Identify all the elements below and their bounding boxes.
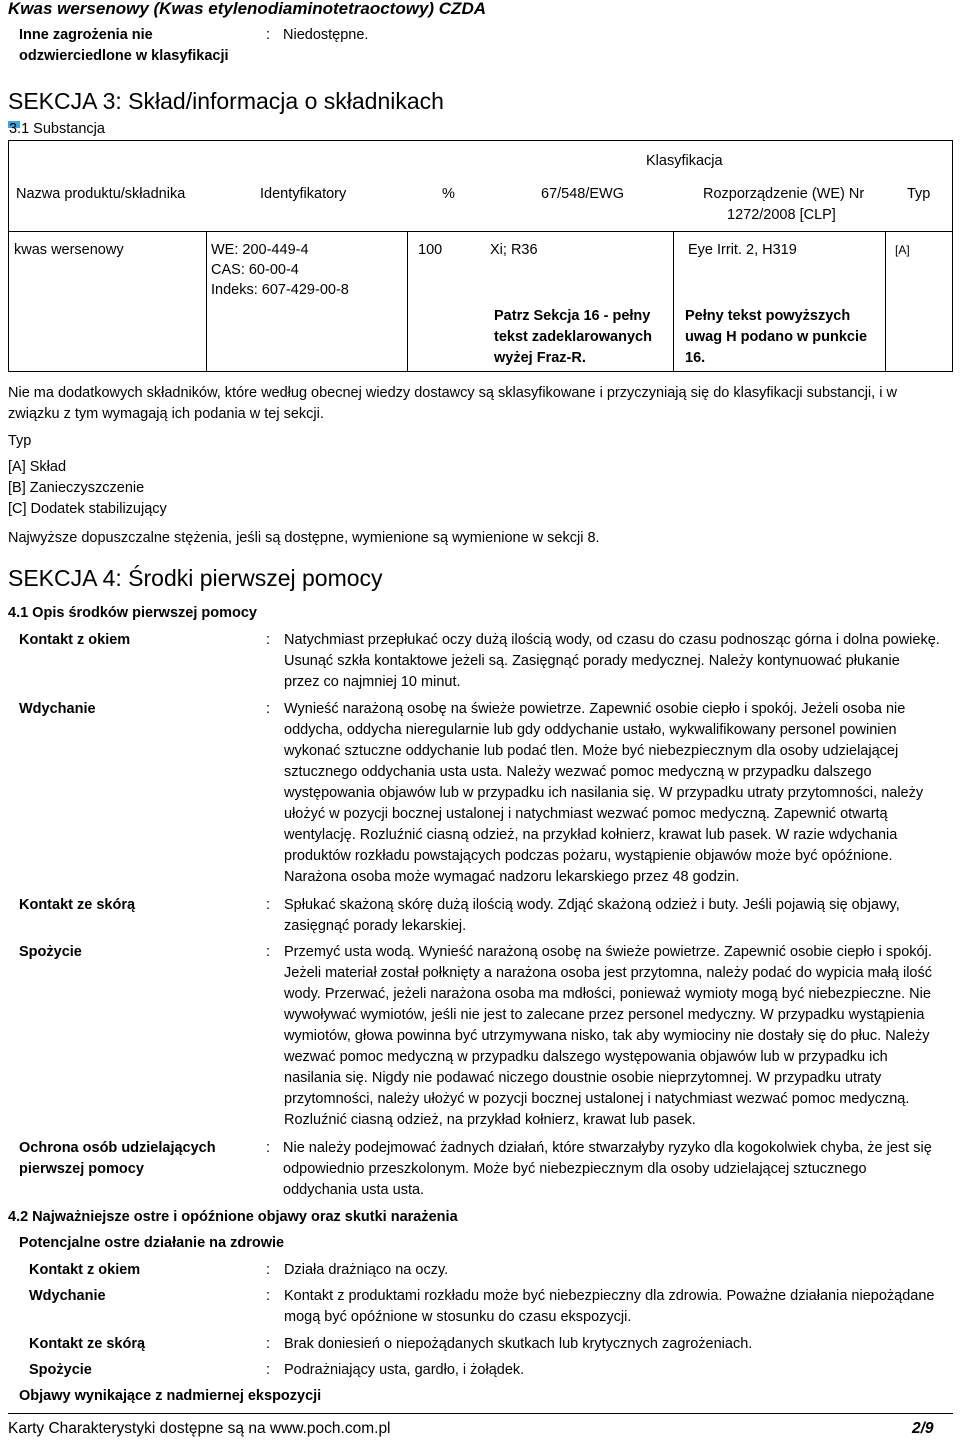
acute-inhalation-text-line: mogą być opóźnione w stosunku do czasu ekspozycji.	[284, 1309, 632, 1325]
note-ewg-line1: Patrz Sekcja 16 - pełny	[494, 308, 651, 324]
section4-subheading-41: 4.1 Opis środków pierwszej pomocy	[8, 605, 257, 621]
inhalation-text-line: Wynieść narażoną osobę na świeże powietrze. Zapewnić osobie ciepło i spokój. Jeżeli osoba nie	[284, 701, 906, 717]
row-id-we: WE: 200-449-4	[211, 242, 309, 258]
skin-contact-text-line: zasięgnąć porady lekarskiej.	[284, 918, 467, 934]
skin-contact-label: Kontakt ze skórą	[19, 897, 136, 913]
colon: :	[266, 1336, 271, 1352]
note-ewg-line2: tekst zadeklarowanych	[494, 329, 652, 345]
colon: :	[266, 897, 271, 913]
type-b: [B] Zanieczyszczenie	[8, 480, 145, 496]
document-title: Kwas wersenowy (Kwas etylenodiaminotetraoctowy) CZDA	[8, 0, 486, 18]
note-clp-line2: uwag H podano w punkcie	[685, 329, 868, 345]
col-header-type: Typ	[907, 186, 931, 202]
inhalation-text-line: Narażona osoba może wymagać nadzoru lekarskiego przez 48 godzin.	[284, 869, 740, 885]
other-hazards-value: Niedostępne.	[283, 27, 369, 43]
row-id-index: Indeks: 607-429-00-8	[211, 282, 349, 298]
inhalation-text-line: wykonać sztuczne oddychanie lub podać tlen. Może być niebezpiecznym dla osoby udzielającej	[284, 743, 899, 759]
colon: :	[266, 1140, 271, 1156]
row-percent: 100	[418, 242, 443, 258]
first-aider-protection-text-line: odpowiednio przeszkolonym. Może być niebezpiecznym dla osoby udzielającej sztucznego	[283, 1161, 867, 1177]
skin-contact-text-line: Spłukać skażoną skórę dużą ilością wody. Zdjąć skażoną odzież i buty. Jeśli pojawią się objawy,	[284, 897, 900, 913]
section3-title: SEKCJA 3: Skład/informacja o składnikach	[8, 88, 444, 114]
footer-text: Karty Charakterystyki dostępne są na www.poch.com.pl	[8, 1420, 391, 1437]
col-header-ewg: 67/548/EWG	[541, 186, 625, 202]
acute-ingestion-label: Spożycie	[29, 1362, 92, 1378]
type-heading: Typ	[8, 433, 32, 449]
eye-contact-text-line: przez co najmniej 10 minut.	[284, 674, 461, 690]
row-clp: Eye Irrit. 2, H319	[688, 242, 797, 258]
ingestion-text-line: wywoływać wymiotów, jeśli nie jest to zalecane przez personel medyczny. W przypadku wystąpienia	[284, 1007, 925, 1023]
table-left-border	[8, 140, 9, 372]
acute-skin-label: Kontakt ze skórą	[29, 1336, 146, 1352]
acute-eye-label: Kontakt z okiem	[29, 1262, 141, 1278]
section4-title: SEKCJA 4: Środki pierwszej pomocy	[8, 565, 383, 591]
row-name: kwas wersenowy	[14, 242, 124, 258]
colon: :	[266, 1262, 271, 1278]
eye-contact-text-line: Usunąć szkła kontaktowe jeżeli są. Zasięgnąć porady medycznej. Należy kontynuować płukanie	[284, 653, 900, 669]
table-header-border	[8, 231, 953, 232]
acute-inhalation-text-line: Kontakt z produktami rozkładu może być niebezpieczny dla zdrowia. Poważne działania niepożądane	[284, 1288, 935, 1304]
first-aider-protection-label-line2: pierwszej pomocy	[19, 1161, 144, 1177]
row-type: [A]	[895, 243, 910, 257]
inhalation-text-line: sztucznego oddychania usta usta. Należy wezwać pomoc medyczną w przypadku dalszego	[284, 764, 872, 780]
table-col-divider	[206, 231, 207, 372]
table-col-divider	[885, 231, 886, 372]
colon: :	[266, 701, 271, 717]
exposure-note: Najwyższe dopuszczalne stężenia, jeśli są dostępne, wymienione są wymienione w sekcji 8.	[8, 530, 600, 546]
note-ewg-line3: wyżej Fraz-R.	[494, 350, 586, 366]
col-header-identifiers: Identyfikatory	[260, 186, 347, 202]
ingestion-text-line: wezwać pomoc medyczną w przypadku dalszego występowania objawów lub w przypadku ich	[284, 1049, 888, 1065]
ingestion-text-line: Rozluźnić ciasną odzież, na przykład kołnierz, krawat lub pasek.	[284, 1112, 696, 1128]
colon: :	[266, 944, 271, 960]
first-aider-protection-label-line1: Ochrona osób udzielających	[19, 1140, 216, 1156]
ingestion-label: Spożycie	[19, 944, 82, 960]
colon: :	[266, 1288, 271, 1304]
row-ewg: Xi; R36	[490, 242, 538, 258]
col-header-clp-line2: 1272/2008 [CLP]	[727, 207, 836, 223]
ingestion-text-line: Jeżeli materiał został połknięty a narażona osoba jest przytomna, należy podać do wypicia małą ilość	[284, 965, 932, 981]
first-aider-protection-text-line: oddychania usta usta.	[283, 1182, 425, 1198]
col-header-name: Nazwa produktu/składnika	[16, 186, 186, 202]
overexposure-heading: Objawy wynikające z nadmiernej ekspozycji	[19, 1388, 322, 1404]
ingestion-text-line: wymiotów, głowa powinna być utrzymywana nisko, tak aby wymiociny nie dostały się do płuc. Należy	[284, 1028, 930, 1044]
eye-contact-text-line: Natychmiast przepłukać oczy dużą ilością wody, od czasu do czasu podnosząc górna i dolna powiekę.	[284, 632, 940, 648]
acute-ingestion-text: Podrażniający usta, gardło, i żołądek.	[284, 1362, 525, 1378]
table-col-divider	[407, 231, 408, 372]
other-hazards-label-line1: Inne zagrożenia nie	[19, 27, 153, 43]
note-clp-line1: Pełny tekst powyższych	[685, 308, 851, 324]
colon: :	[266, 632, 271, 648]
section3-paragraph-line2: związku z tym wymagają ich podania w tej sekcji.	[8, 406, 324, 422]
colon: :	[266, 1362, 271, 1378]
col-header-percent: %	[442, 186, 455, 202]
col-header-clp-line1: Rozporządzenie (WE) Nr	[703, 186, 865, 202]
ingestion-text-line: nasilania się. Nigdy nie podawać niczego doustnie osobie nieprzytomnej. W przypadku utraty	[284, 1070, 882, 1086]
row-id-cas: CAS: 60-00-4	[211, 262, 299, 278]
ingestion-text-line: przytomności, należy ułożyć w pozycji bocznej ustalonej i natychmiast wezwać pomoc medyczną.	[284, 1091, 910, 1107]
eye-contact-label: Kontakt z okiem	[19, 632, 131, 648]
acute-effects-heading: Potencjalne ostre działanie na zdrowie	[19, 1235, 285, 1251]
inhalation-text-line: produktów rozkładu powstających podczas pożaru, wystąpienie objawów może być opóźnione.	[284, 848, 893, 864]
inhalation-text-line: wentylację. Rozluźnić ciasną odzież, na przykład kołnierz, krawat lub pasek. W razie wdychania	[284, 827, 898, 843]
ingestion-text-line: wody. Przerwać, jeżeli narażona osoba ma mdłości, ponieważ wymioty mogą być niebezpieczne. Nie	[284, 986, 931, 1002]
inhalation-label: Wdychanie	[19, 701, 96, 717]
table-top-border	[8, 140, 953, 141]
first-aider-protection-text-line: Nie należy podejmować żadnych działań, które stwarzałyby ryzyko dla kogokolwiek chyba, że jest się	[283, 1140, 932, 1156]
footer-divider	[8, 1413, 953, 1414]
note-clp-line3: 16.	[685, 350, 706, 366]
inhalation-text-line: oddycha, oddycha nieregularnie lub gdy oddychanie ustało, wykwalifikowany personel powinien	[284, 722, 897, 738]
section4-subheading-42: 4.2 Najważniejsze ostre i opóźnione objawy oraz skutki narażenia	[8, 1209, 458, 1225]
inhalation-text-line: ułożyć w pozycji bocznej ustalonej i natychmiast wezwać pomoc medyczną. Zapewnić otwartą	[284, 806, 888, 822]
colon: :	[266, 27, 271, 43]
type-a: [A] Skład	[8, 459, 67, 475]
page-number: 2/9	[912, 1420, 934, 1437]
ingestion-text-line: Przemyć usta wodą. Wynieść narażoną osobę na świeże powietrze. Zapewnić osobie ciepło i spokój.	[284, 944, 932, 960]
table-right-border	[952, 140, 953, 372]
inhalation-text-line: występowania objawów lub w przypadku ich nasilania się. W przypadku utraty przytomności, należy	[284, 785, 924, 801]
section3-paragraph-line1: Nie ma dodatkowych składników, które według obecnej wiedzy dostawcy są sklasyfikowane i przyczyniają się do klasyfikacji substancji, i w	[8, 385, 897, 401]
section3-subheading: 3.1 Substancja	[9, 121, 105, 137]
acute-skin-text: Brak doniesień o niepożądanych skutkach lub krytycznych zagrożeniach.	[284, 1336, 753, 1352]
table-bottom-border	[8, 371, 953, 372]
type-c: [C] Dodatek stabilizujący	[8, 501, 167, 517]
table-group-header: Klasyfikacja	[646, 153, 723, 169]
acute-eye-text: Działa drażniąco na oczy.	[284, 1262, 449, 1278]
table-col-divider	[673, 231, 674, 372]
acute-inhalation-label: Wdychanie	[29, 1288, 106, 1304]
other-hazards-label-line2: odzwierciedlone w klasyfikacji	[19, 48, 229, 64]
